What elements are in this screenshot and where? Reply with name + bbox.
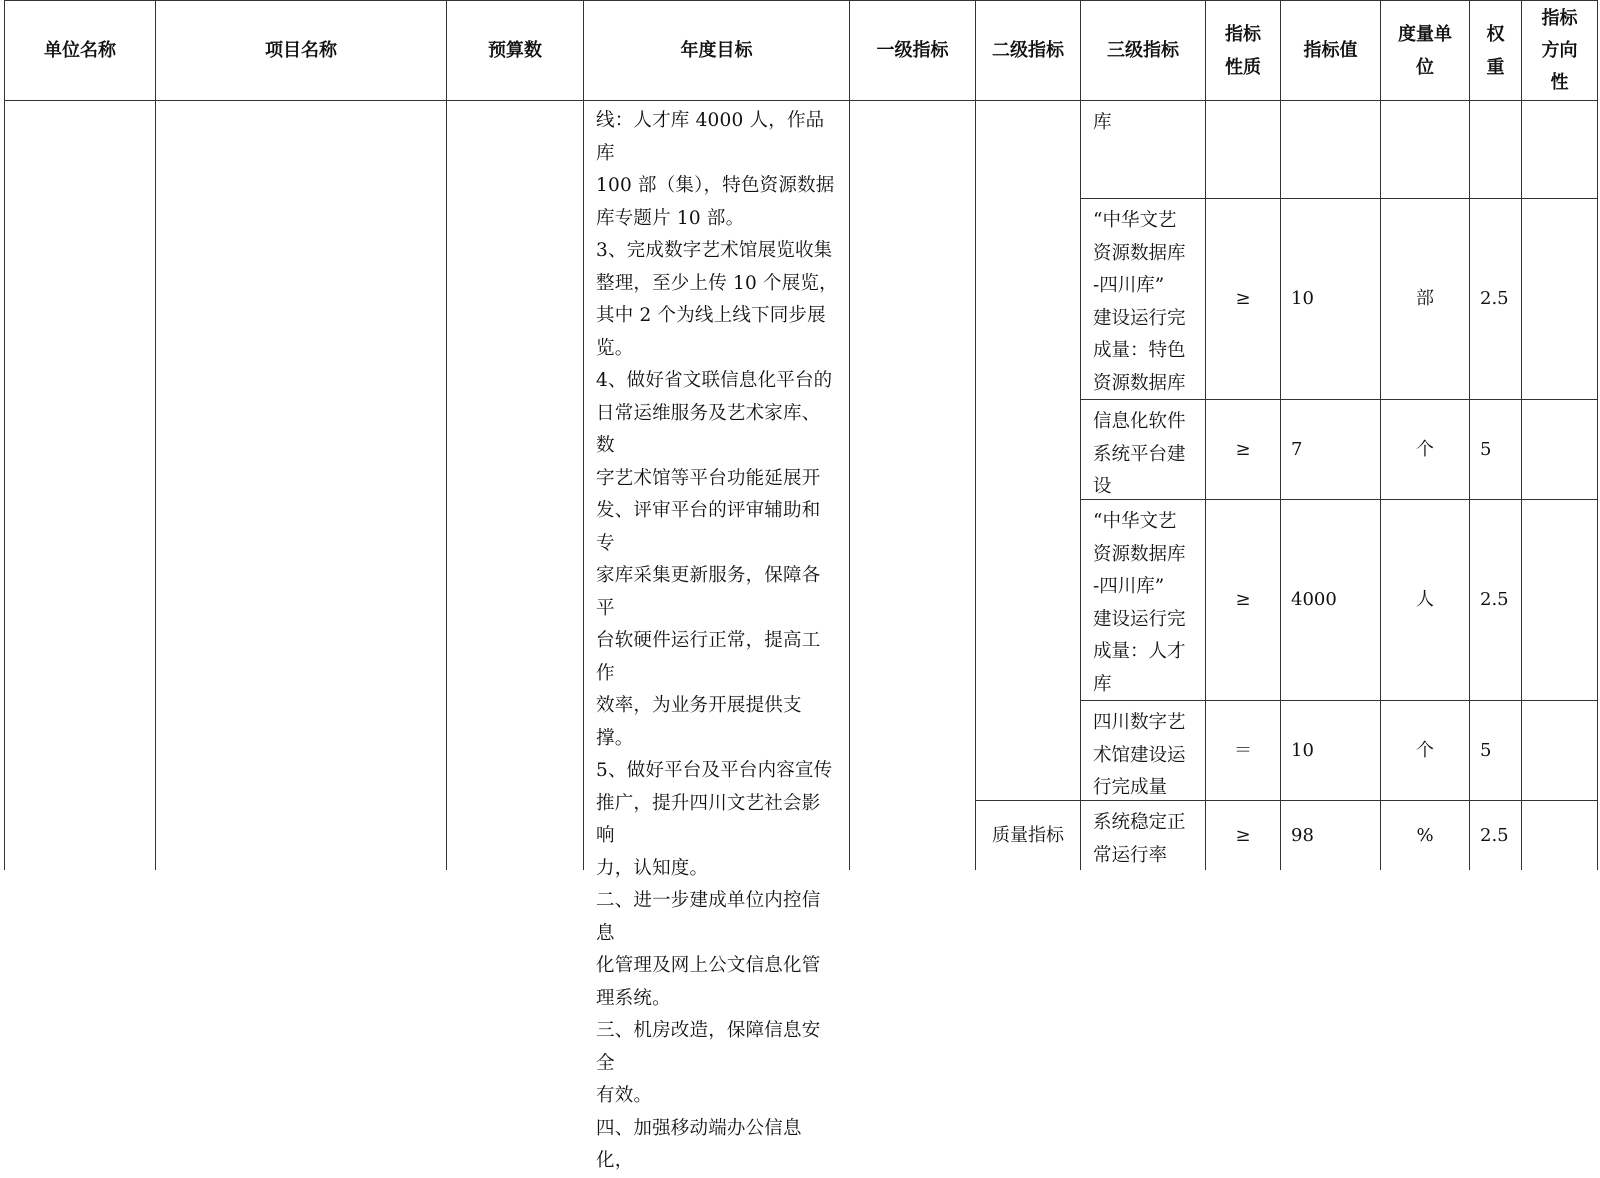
weight-cell: 2.5 <box>1469 800 1522 870</box>
level3-cell: “中华文艺 资源数据库 -四川库” 建设运行完 成量：特色 资源数据库 <box>1080 198 1206 400</box>
value-cell: 7 <box>1280 399 1381 500</box>
direction-cell <box>1521 499 1598 701</box>
nature-cell: ≥ <box>1205 399 1281 500</box>
header-annual-goal: 年度目标 <box>583 0 850 101</box>
level3-cell: “中华文艺 资源数据库 -四川库” 建设运行完 成量：人才 库 <box>1080 499 1206 701</box>
direction-cell <box>1521 100 1598 199</box>
direction-cell <box>1521 198 1598 400</box>
nature-cell: ≥ <box>1205 800 1281 870</box>
header-level1: 一级指标 <box>849 0 976 101</box>
value-cell: 10 <box>1280 198 1381 400</box>
measure-unit-cell: 个 <box>1380 700 1470 801</box>
measure-unit-cell: 部 <box>1380 198 1470 400</box>
direction-cell <box>1521 700 1598 801</box>
value-cell <box>1280 100 1381 199</box>
nature-cell <box>1205 100 1281 199</box>
header-project-name: 项目名称 <box>155 0 447 101</box>
nature-cell: ＝ <box>1205 700 1281 801</box>
weight-cell: 5 <box>1469 700 1522 801</box>
annual-goal-cell: 线：人才库 4000 人，作品库 100 部（集），特色资源数据 库专题片 10 部。 3、完成数字艺术馆展览收集 整理，至少上传 10 个展览， 其中 2 个为线上线下同步展 览。 4、做好省文联信息化平台的 日常运维服务及艺术家库、数 字艺术馆等平台功能延展开 发、评审平台的评审辅助和专 家库采集更新服务，保障各平 台软硬件运行正常，提高工作 效率，为业务开展提供支撑。 5、做好平台及平台内容宣传 推广，提升四川文艺社会影响 力，认知度。 二、进一步建成单位内控信息 化管理及网上公文信息化管 理系统。 三、机房改造，保障信息安全 有效。 四、加强移动端办公信息化， <box>583 100 850 870</box>
header-direction: 指标 方向 性 <box>1521 0 1598 101</box>
header-weight: 权 重 <box>1469 0 1522 101</box>
value-cell: 10 <box>1280 700 1381 801</box>
direction-cell <box>1521 800 1598 870</box>
header-budget: 预算数 <box>446 0 584 101</box>
nature-cell: ≥ <box>1205 499 1281 701</box>
weight-cell: 5 <box>1469 399 1522 500</box>
level2-quality-cell: 质量指标 <box>975 800 1081 870</box>
weight-cell: 2.5 <box>1469 198 1522 400</box>
weight-cell <box>1469 100 1522 199</box>
level3-cell: 信息化软件 系统平台建 设 <box>1080 399 1206 500</box>
project-name-cell <box>155 100 447 870</box>
level3-cell: 系统稳定正 常运行率 <box>1080 800 1206 870</box>
measure-unit-cell: 人 <box>1380 499 1470 701</box>
level1-cell <box>849 100 976 870</box>
level2-quantity-cell <box>975 100 1081 801</box>
direction-cell <box>1521 399 1598 500</box>
measure-unit-cell: 个 <box>1380 399 1470 500</box>
header-level3: 三级指标 <box>1080 0 1206 101</box>
level3-cell: 四川数字艺 术馆建设运 行完成量 <box>1080 700 1206 801</box>
budget-cell <box>446 100 584 870</box>
weight-cell: 2.5 <box>1469 499 1522 701</box>
header-measure-unit: 度量单 位 <box>1380 0 1470 101</box>
measure-unit-cell: % <box>1380 800 1470 870</box>
unit-name-cell <box>4 100 156 870</box>
header-unit-name: 单位名称 <box>4 0 156 101</box>
value-cell: 98 <box>1280 800 1381 870</box>
header-value: 指标值 <box>1280 0 1381 101</box>
value-cell: 4000 <box>1280 499 1381 701</box>
header-level2: 二级指标 <box>975 0 1081 101</box>
nature-cell: ≥ <box>1205 198 1281 400</box>
level3-cell: 库 <box>1080 100 1206 199</box>
header-nature: 指标 性质 <box>1205 0 1281 101</box>
measure-unit-cell <box>1380 100 1470 199</box>
